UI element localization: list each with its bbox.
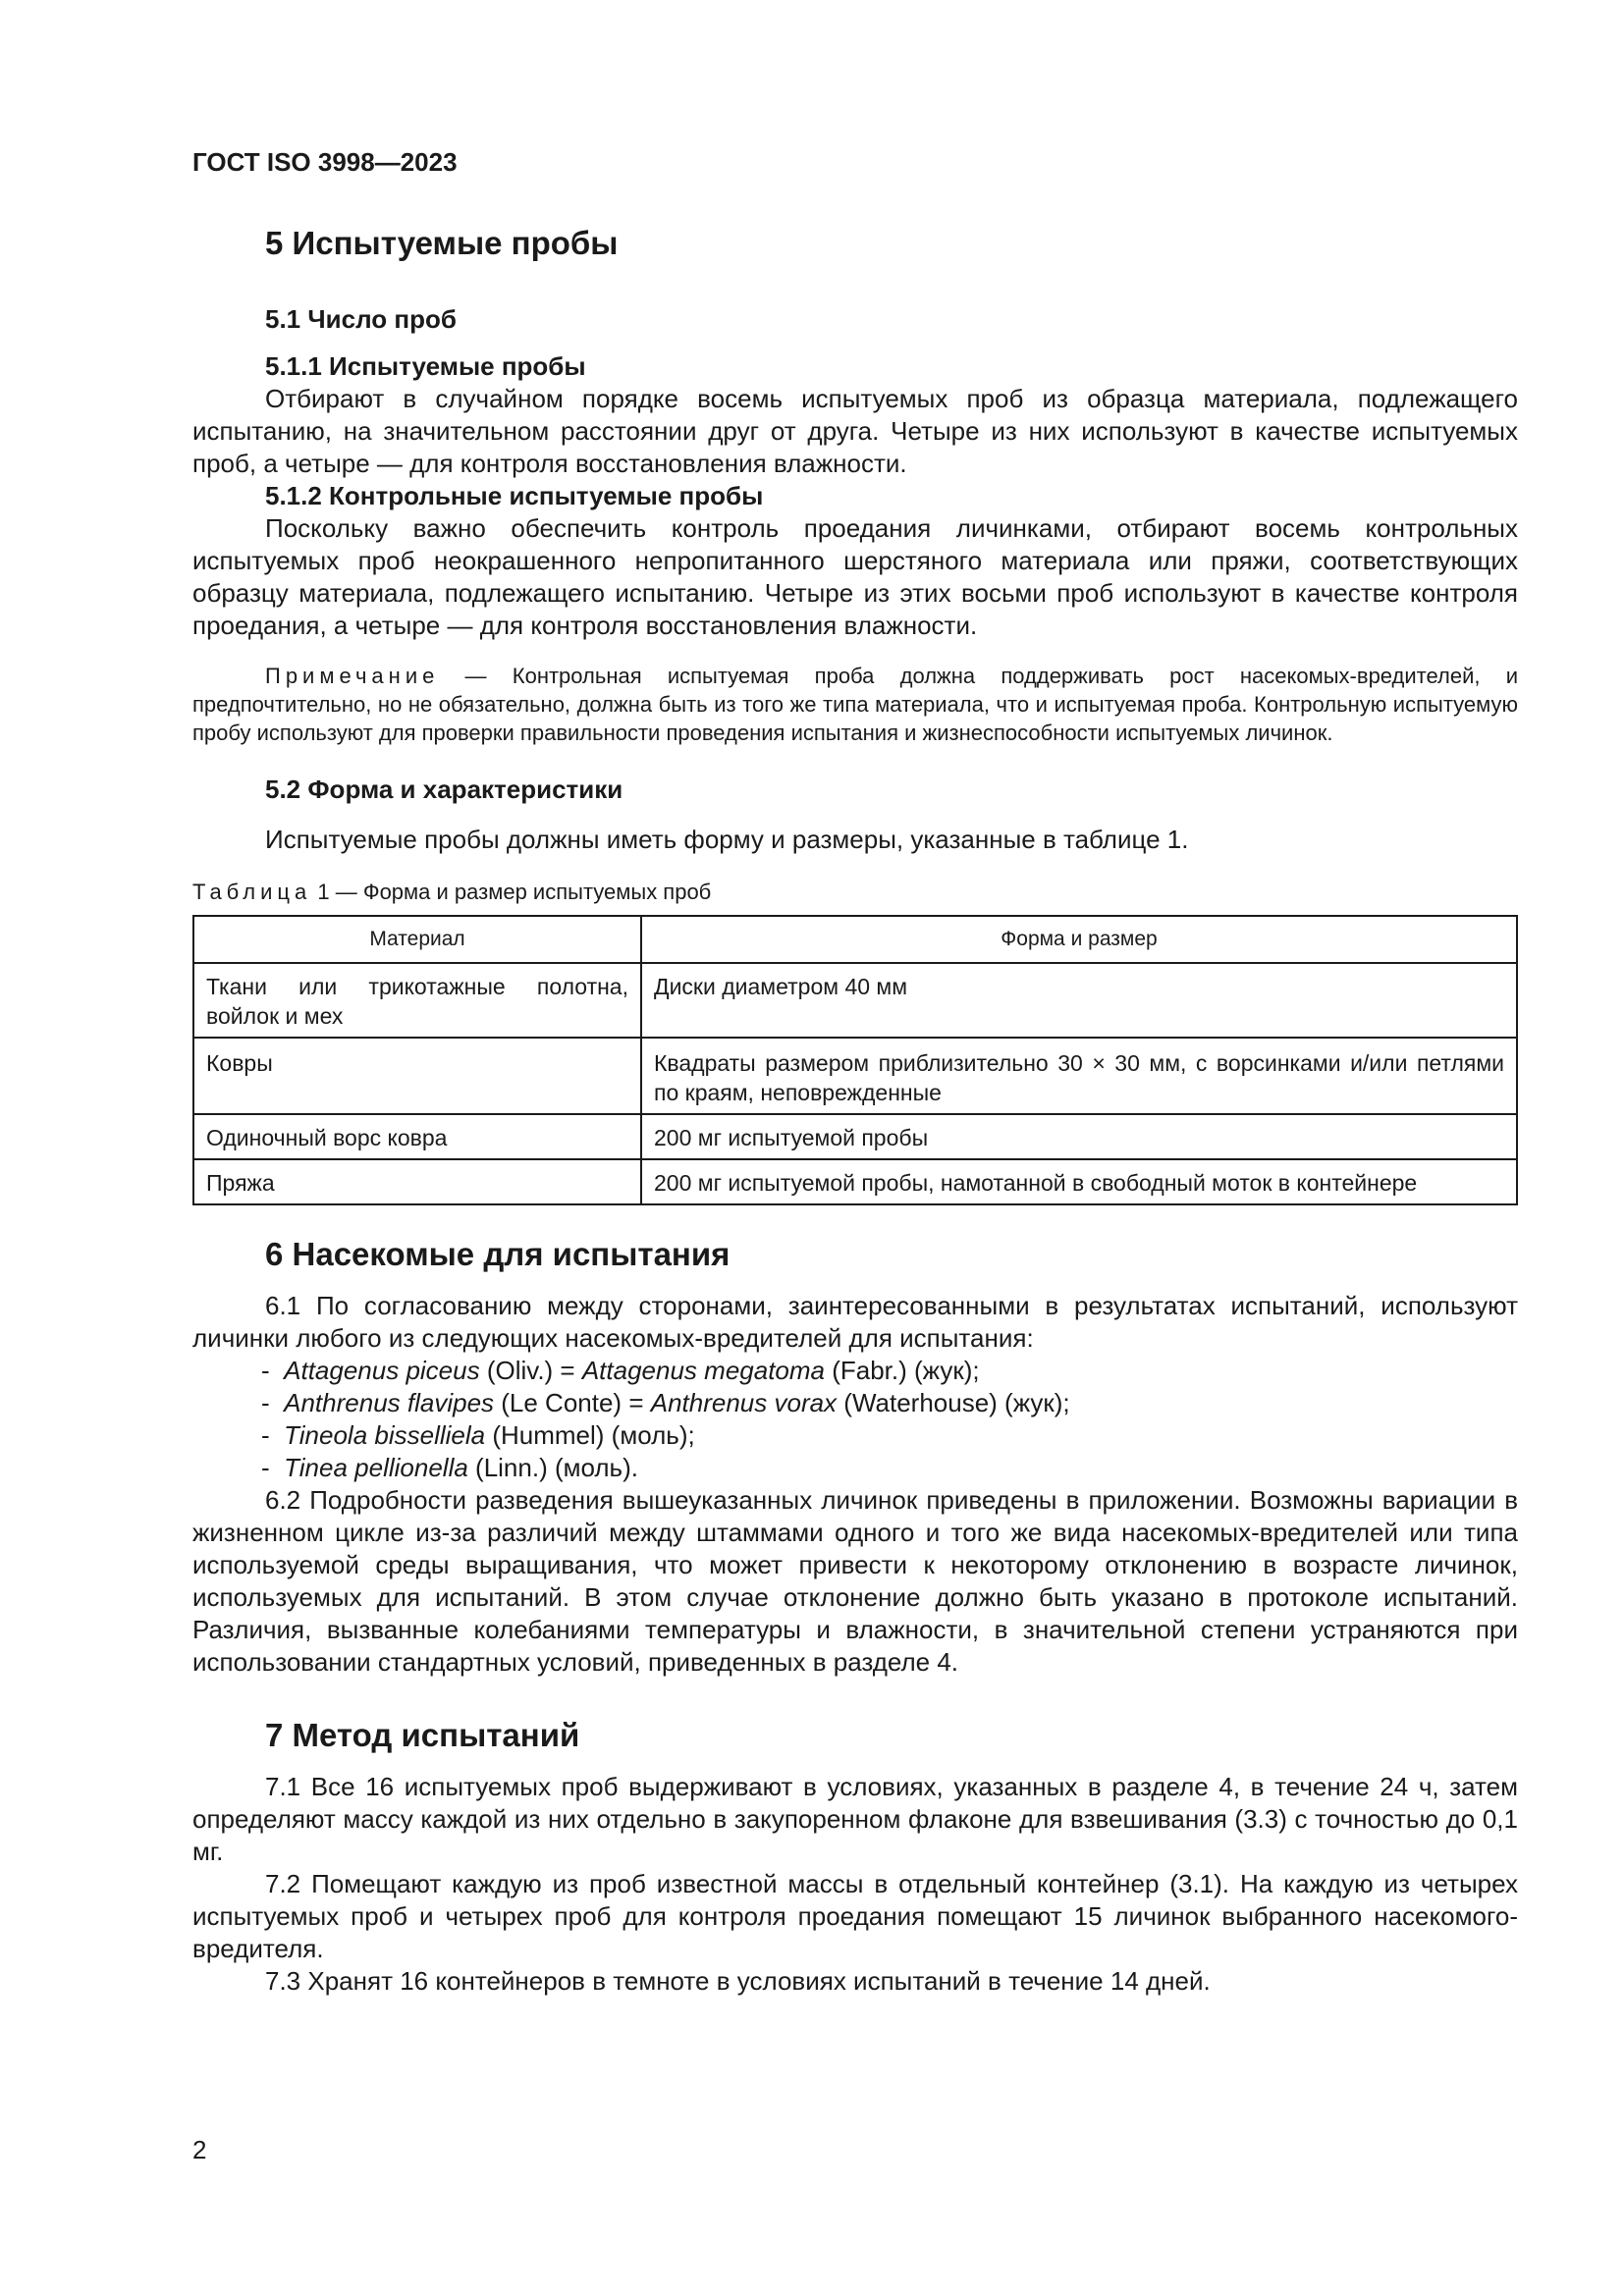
species-note: (Waterhouse) (жук); <box>837 1388 1070 1417</box>
table-cell-form-size: 200 мг испытуемой пробы, намотанной в свободный моток в контейнере <box>641 1159 1517 1204</box>
species-author: (Hummel) (моль); <box>485 1420 695 1450</box>
insect-list-item <box>261 1419 1518 1452</box>
insect-list-item <box>261 1355 1518 1387</box>
table-cell-material: Одиночный ворс ковра <box>193 1114 641 1159</box>
species-name: Anthrenus flavipes <box>284 1388 495 1417</box>
section-5-1-2-title: 5.1.2 Контрольные испытуемые пробы <box>265 481 764 510</box>
section-5-1-title: 5.1 Число проб <box>265 304 457 334</box>
note-label: Примечание <box>265 664 440 688</box>
list-dash: - <box>261 1388 270 1417</box>
section-6-title: 6 Насекомые для испытания <box>265 1236 731 1272</box>
table-cell-material: Ковры <box>193 1038 641 1114</box>
species-author: (Oliv.) = <box>479 1356 582 1385</box>
table-row <box>193 1038 1517 1114</box>
note-paragraph <box>192 662 1518 747</box>
list-dash: - <box>261 1356 270 1385</box>
table-caption-label: Таблица <box>192 880 312 904</box>
species-name: Tineola bisselliela <box>284 1420 486 1450</box>
species-author: (Linn.) (моль). <box>467 1453 638 1482</box>
species-note: (Fabr.) (жук); <box>825 1356 980 1385</box>
section-5-2-text: Испытуемые пробы должны иметь форму и размеры, указанные в таблице 1. <box>265 825 1189 854</box>
table-cell-material: Ткани или трикотажные полотна, войлок и мех <box>193 963 641 1038</box>
table-cell-form-size: Квадраты размером приблизительно 30 × 30 мм, с ворсинками и/или петлями по краям, неповрежденные <box>641 1038 1517 1114</box>
species-name: Attagenus piceus <box>284 1356 480 1385</box>
table-caption-text: 1 — Форма и размер испытуемых проб <box>311 880 712 904</box>
table-cell-form-size: Диски диаметром 40 мм <box>641 963 1517 1038</box>
insect-list-item <box>261 1387 1518 1419</box>
species-synonym: Anthrenus vorax <box>650 1388 838 1417</box>
list-dash: - <box>261 1453 270 1482</box>
section-6-2-text: 6.2 Подробности разведения вышеуказанных личинок приведены в приложении. Возможны вариации в жизненном цикле из-за различий между штаммами одного и того же вида насекомых-вредителей или типа используемой среды выращивания, что может привести к некоторому отклонению в возрасте личинок, используемых для испытаний. В этом случае отклонение должно быть указано в протоколе испытаний. Различия, вызванные колебаниями температуры и влажности, в значительной степени устраняются при использовании стандартных условий, приведенных в разделе 4. <box>192 1485 1518 1677</box>
section-5-1-1-title: 5.1.1 Испытуемые пробы <box>265 351 586 381</box>
table-header-material: Материал <box>193 916 641 963</box>
sample-size-table <box>192 915 1518 1205</box>
note-text: — Контрольная испытуемая проба должна поддерживать рост насекомых-вредителей, и предпочтительно, но не обязательно, должна быть из того же типа материала, что и испытуемая проба. Контрольную испытуемую пробу используют для проверки правильности проведения испытания и жизнеспособности испытуемых личинок. <box>192 664 1518 745</box>
section-7-3-text: 7.3 Хранят 16 контейнеров в темноте в условиях испытаний в течение 14 дней. <box>265 1966 1211 1996</box>
page-number: 2 <box>192 2135 207 2164</box>
page-content <box>192 214 1518 1998</box>
table-cell-material: Пряжа <box>193 1159 641 1204</box>
table-caption <box>192 878 1518 907</box>
species-synonym: Attagenus megatoma <box>581 1356 825 1385</box>
section-6-1-text: 6.1 По согласованию между сторонами, заинтересованными в результатах испытаний, используют личинки любого из следующих насекомых-вредителей для испытания: <box>192 1291 1518 1353</box>
table-row <box>193 1159 1517 1204</box>
section-5-1-1-text: Отбирают в случайном порядке восемь испытуемых проб из образца материала, подлежащего испытанию, на значительном расстоянии друг от друга. Четыре из них используют в качестве испытуемых проб, а четыре — для контроля восстановления влажности. <box>192 384 1518 478</box>
section-7-2-text: 7.2 Помещают каждую из проб известной массы в отдельный контейнер (3.1). На каждую из четырех испытуемых проб и четырех проб для контроля проедания помещают 15 личинок выбранного насекомого-вредителя. <box>192 1869 1518 1963</box>
species-author: (Le Conte) = <box>494 1388 651 1417</box>
section-5-2-title: 5.2 Форма и характеристики <box>265 774 623 804</box>
table-header-form-size: Форма и размер <box>641 916 1517 963</box>
table-header-row <box>193 916 1517 963</box>
species-name: Tinea pellionella <box>284 1453 468 1482</box>
section-5-title: 5 Испытуемые пробы <box>265 225 619 261</box>
table-cell-form-size: 200 мг испытуемой пробы <box>641 1114 1517 1159</box>
list-dash: - <box>261 1420 270 1450</box>
section-7-title: 7 Метод испытаний <box>265 1717 580 1753</box>
section-5-1-2-text: Поскольку важно обеспечить контроль проедания личинками, отбирают восемь контрольных испытуемых проб неокрашенного непропитанного шерстяного материала или пряжи, соответствующих образцу материала, подлежащего испытанию. Четыре из этих восьми проб используют в качестве контроля проедания, а четыре — для контроля восстановления влажности. <box>192 513 1518 640</box>
insect-list-item <box>261 1452 1518 1484</box>
table-row <box>193 963 1517 1038</box>
section-7-1-text: 7.1 Все 16 испытуемых проб выдерживают в условиях, указанных в разделе 4, в течение 24 ч, затем определяют массу каждой из них отдельно в закупоренном флаконе для взвешивания (3.3) с точностью до 0,1 мг. <box>192 1772 1518 1866</box>
table-row <box>193 1114 1517 1159</box>
document-id-header: ГОСТ ISO 3998—2023 <box>192 147 458 177</box>
